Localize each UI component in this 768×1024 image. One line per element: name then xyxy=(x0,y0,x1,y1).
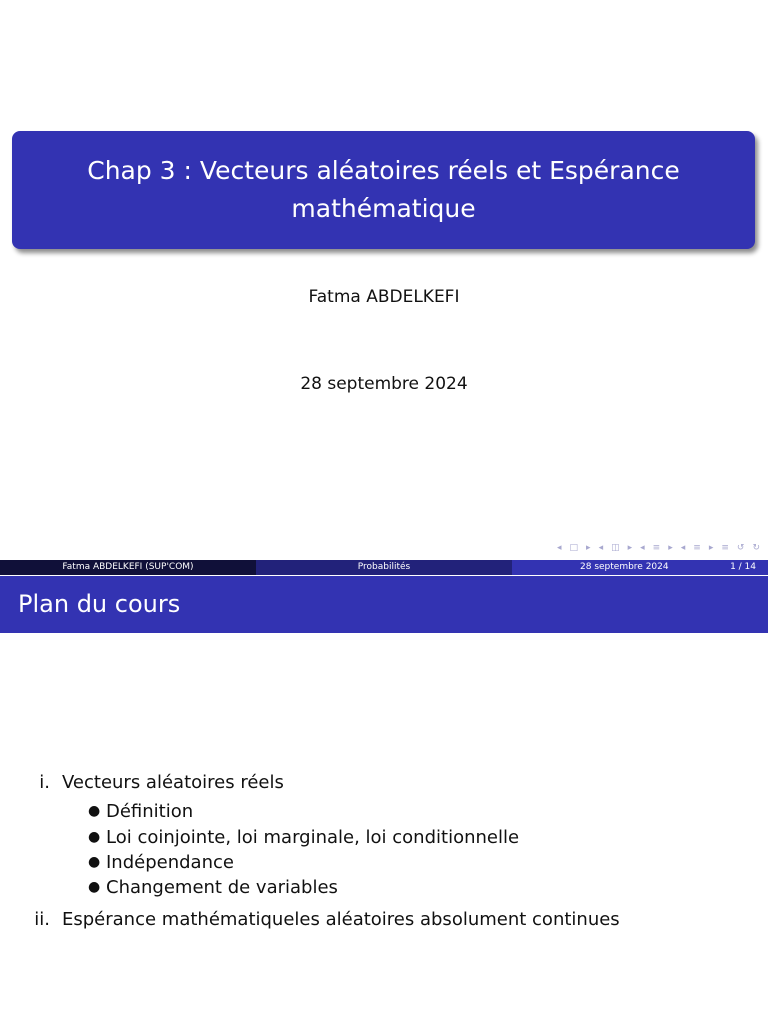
footer-right xyxy=(512,560,768,575)
outline-item-label: Vecteurs aléatoires réels xyxy=(62,772,284,793)
nav-prev-subsection-icon[interactable]: ◂ xyxy=(598,543,604,553)
bullet-icon: ● xyxy=(88,829,101,845)
bullet-icon: ● xyxy=(88,879,101,895)
title-box xyxy=(12,131,755,249)
footer-page-number: 1 / 14 xyxy=(730,562,756,572)
outline-subitem-label: Définition xyxy=(106,801,194,822)
outline-subitem-label: Indépendance xyxy=(106,852,234,873)
nav-frame-icon[interactable]: □ xyxy=(569,543,579,553)
outline-item-number: i. xyxy=(39,772,50,793)
nav-doc-icon[interactable]: ≡ xyxy=(693,543,701,553)
nav-prev-section-icon[interactable]: ◂ xyxy=(640,543,645,553)
nav-section-icon[interactable]: ≡ xyxy=(652,543,661,553)
footline xyxy=(0,560,768,575)
nav-next-doc-icon[interactable]: ▸ xyxy=(708,543,714,553)
presentation-date: 28 septembre 2024 xyxy=(300,374,468,394)
nav-prev-frame-icon[interactable]: ◂ xyxy=(556,543,562,553)
nav-forward-icon[interactable]: ↻ xyxy=(752,543,760,553)
outline-slide xyxy=(0,576,768,1024)
frame-title: Plan du cours xyxy=(0,576,768,633)
outline-item-label: Espérance mathématiqueles aléatoires absolument continues xyxy=(62,909,620,930)
bullet-icon: ● xyxy=(88,803,101,819)
author: Fatma ABDELKEFI xyxy=(308,287,460,307)
footer-date: 28 septembre 2024 xyxy=(580,562,669,572)
bullet-icon: ● xyxy=(88,854,101,870)
footer-author: Fatma ABDELKEFI (SUP'COM) xyxy=(0,560,256,575)
nav-next-frame-icon[interactable]: ▸ xyxy=(586,543,591,553)
nav-prev-doc-icon[interactable]: ◂ xyxy=(680,543,686,553)
nav-back-icon[interactable]: ↺ xyxy=(736,543,745,553)
nav-toc-icon[interactable]: ≡ xyxy=(721,543,729,553)
nav-next-section-icon[interactable]: ▸ xyxy=(668,543,673,553)
nav-next-subsection-icon[interactable]: ▸ xyxy=(627,543,633,553)
outline-item-number: ii. xyxy=(34,909,50,930)
footer-course: Probabilités xyxy=(256,560,512,575)
nav-subsection-icon[interactable]: ◫ xyxy=(611,543,620,553)
outline-subitem-label: Loi coinjointe, loi marginale, loi conditionnelle xyxy=(106,827,520,848)
beamer-navigation[interactable] xyxy=(557,541,760,555)
slide-title: Chap 3 : Vecteurs aléatoires réels et Espérance mathématique xyxy=(87,156,680,223)
outline-subitem-label: Changement de variables xyxy=(106,877,338,898)
